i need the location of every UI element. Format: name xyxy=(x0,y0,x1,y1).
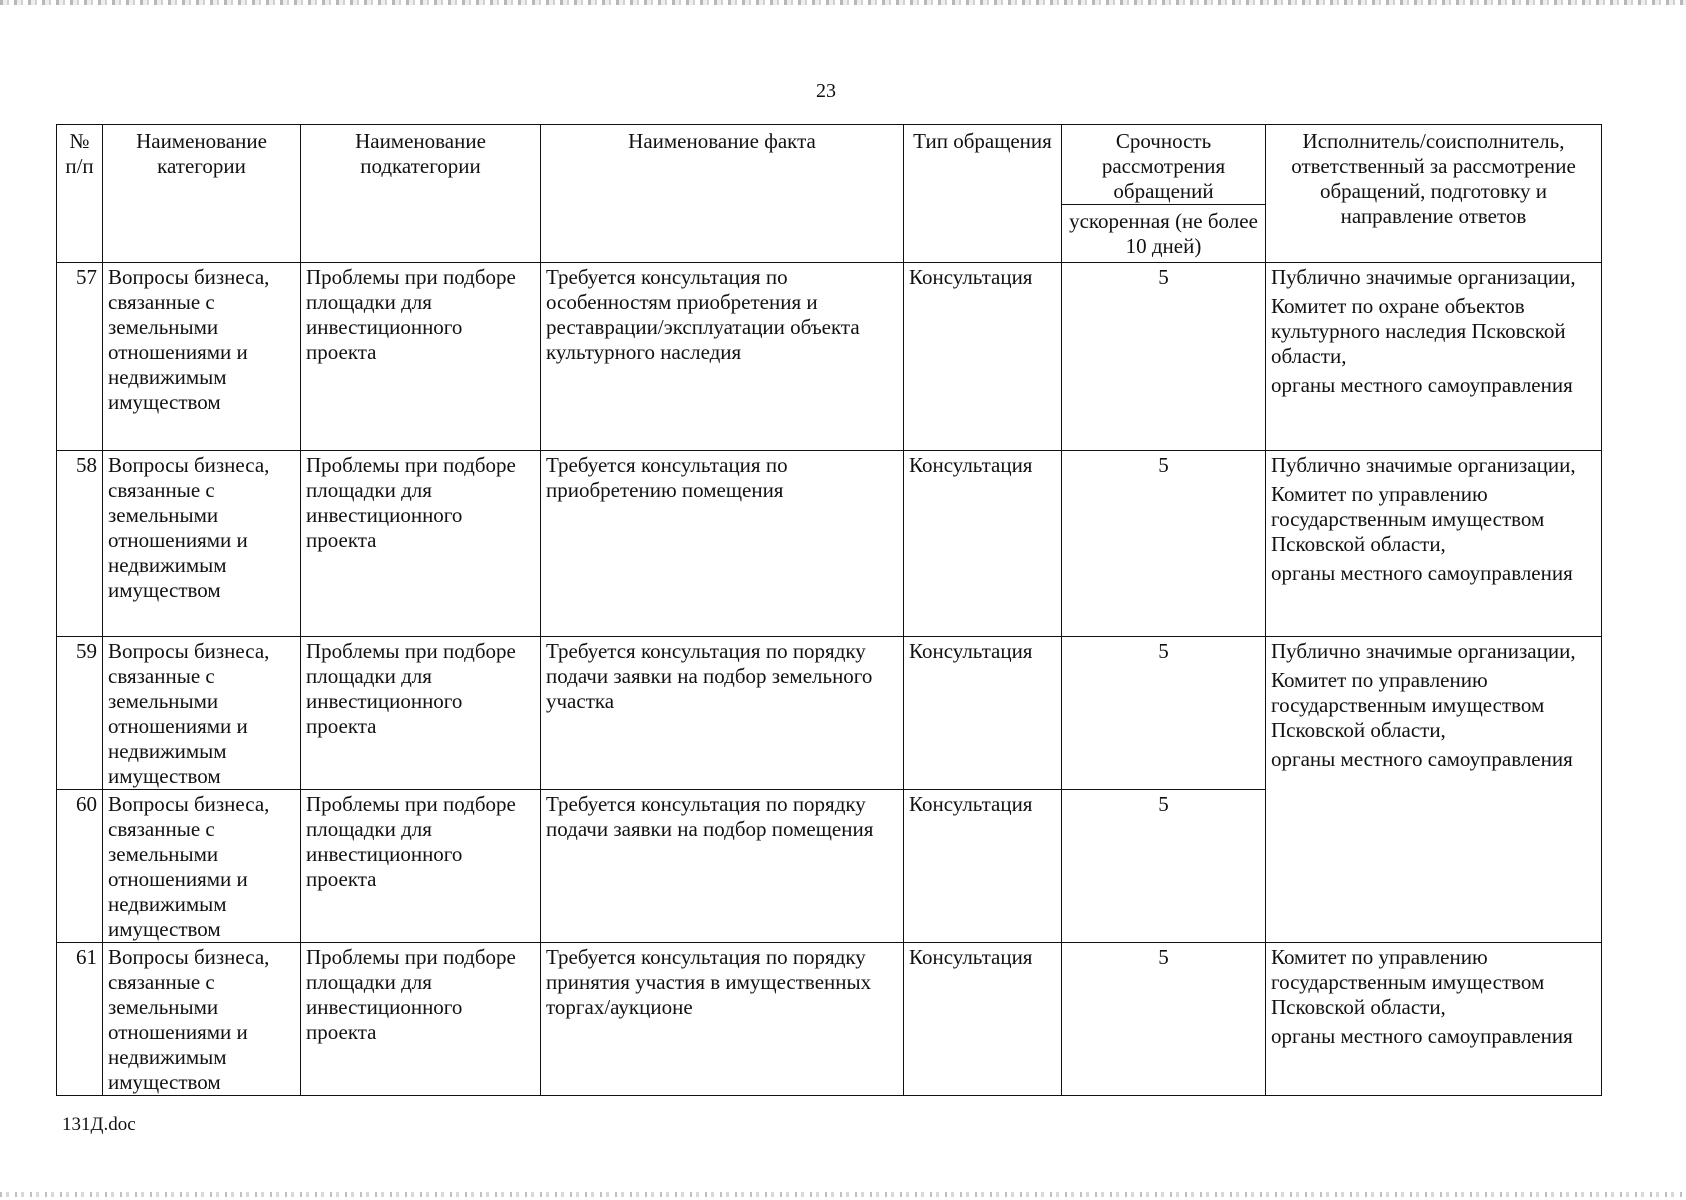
scan-edge-top xyxy=(0,0,1686,5)
cell-fact: Требуется консультация по порядку подачи заявки на подбор земельного участка xyxy=(541,637,904,790)
executor-line: Публично значимые организации, xyxy=(1271,265,1576,289)
executor-line: Публично значимые организации, xyxy=(1271,639,1576,663)
header-type: Тип обращения xyxy=(904,125,1062,263)
cell-fact: Требуется консультация по приобретению помещения xyxy=(541,451,904,637)
cell-num: 58 xyxy=(57,451,103,637)
page-number: 23 xyxy=(816,80,836,102)
cell-subcategory: Проблемы при подборе площадки для инвестиционного проекта xyxy=(301,451,541,637)
document-filename: 131Д.doc xyxy=(62,1114,136,1135)
cell-fact: Требуется консультация по порядку подачи заявки на подбор помещения xyxy=(541,790,904,943)
cell-type: Консультация xyxy=(904,637,1062,790)
cell-subcategory: Проблемы при подборе площадки для инвестиционного проекта xyxy=(301,943,541,1096)
header-urgency: Срочность рассмотрения обращений xyxy=(1062,125,1266,205)
header-urgency-accelerated: ускоренная (не более 10 дней) xyxy=(1062,205,1266,263)
cell-type: Консультация xyxy=(904,943,1062,1096)
cell-subcategory: Проблемы при подборе площадки для инвестиционного проекта xyxy=(301,263,541,451)
cell-fact: Требуется консультация по порядку принятия участия в имущественных торгах/аукционе xyxy=(541,943,904,1096)
executor-line: органы местного самоуправления xyxy=(1271,373,1573,397)
header-fact: Наименование факта xyxy=(541,125,904,263)
cell-type: Консультация xyxy=(904,263,1062,451)
cell-num: 59 xyxy=(57,637,103,790)
executor-line: органы местного самоуправления xyxy=(1271,561,1573,585)
table-row xyxy=(57,263,1602,451)
cell-urgency: 5 xyxy=(1062,451,1266,637)
cell-category: Вопросы бизнеса, связанные с земельными отношениями и недвижимым имуществом xyxy=(103,790,301,943)
cell-executor xyxy=(1266,263,1602,451)
executor-line: органы местного самоуправления xyxy=(1271,747,1573,771)
cell-category: Вопросы бизнеса, связанные с земельными отношениями и недвижимым имуществом xyxy=(103,263,301,451)
header-subcategory: Наименование подкатегории xyxy=(301,125,541,263)
header-num: № п/п xyxy=(57,125,103,263)
executor-line: Комитет по управлению государственным имуществом Псковской области, xyxy=(1271,945,1545,1019)
scan-edge-bottom xyxy=(0,1192,1686,1197)
table-row xyxy=(57,451,1602,637)
executor-line: Комитет по управлению государственным имуществом Псковской области, xyxy=(1271,482,1545,556)
header-category: Наименование категории xyxy=(103,125,301,263)
cell-num: 61 xyxy=(57,943,103,1096)
executor-line: Комитет по охране объектов культурного наследия Псковской области, xyxy=(1271,294,1566,368)
cell-type: Консультация xyxy=(904,790,1062,943)
cell-subcategory: Проблемы при подборе площадки для инвестиционного проекта xyxy=(301,790,541,943)
cell-category: Вопросы бизнеса, связанные с земельными отношениями и недвижимым имуществом xyxy=(103,451,301,637)
table-row xyxy=(57,943,1602,1096)
cell-category: Вопросы бизнеса, связанные с земельными отношениями и недвижимым имуществом xyxy=(103,943,301,1096)
cell-fact: Требуется консультация по особенностям приобретения и реставрации/эксплуатации объекта культурного наследия xyxy=(541,263,904,451)
cell-executor xyxy=(1266,451,1602,637)
cell-urgency: 5 xyxy=(1062,790,1266,943)
cell-type: Консультация xyxy=(904,451,1062,637)
cell-urgency: 5 xyxy=(1062,637,1266,790)
appeals-table xyxy=(56,124,1602,1096)
cell-num: 57 xyxy=(57,263,103,451)
cell-num: 60 xyxy=(57,790,103,943)
cell-executor xyxy=(1266,943,1602,1096)
cell-subcategory: Проблемы при подборе площадки для инвестиционного проекта xyxy=(301,637,541,790)
cell-executor xyxy=(1266,637,1602,943)
executor-line: Публично значимые организации, xyxy=(1271,453,1576,477)
table-row xyxy=(57,637,1602,790)
cell-urgency: 5 xyxy=(1062,943,1266,1096)
header-executor: Исполнитель/соисполнитель, ответственный за рассмотрение обращений, подготовку и направление ответов xyxy=(1266,125,1602,263)
cell-urgency: 5 xyxy=(1062,263,1266,451)
cell-category: Вопросы бизнеса, связанные с земельными отношениями и недвижимым имуществом xyxy=(103,637,301,790)
executor-line: Комитет по управлению государственным имуществом Псковской области, xyxy=(1271,668,1545,742)
executor-line: органы местного самоуправления xyxy=(1271,1024,1573,1048)
